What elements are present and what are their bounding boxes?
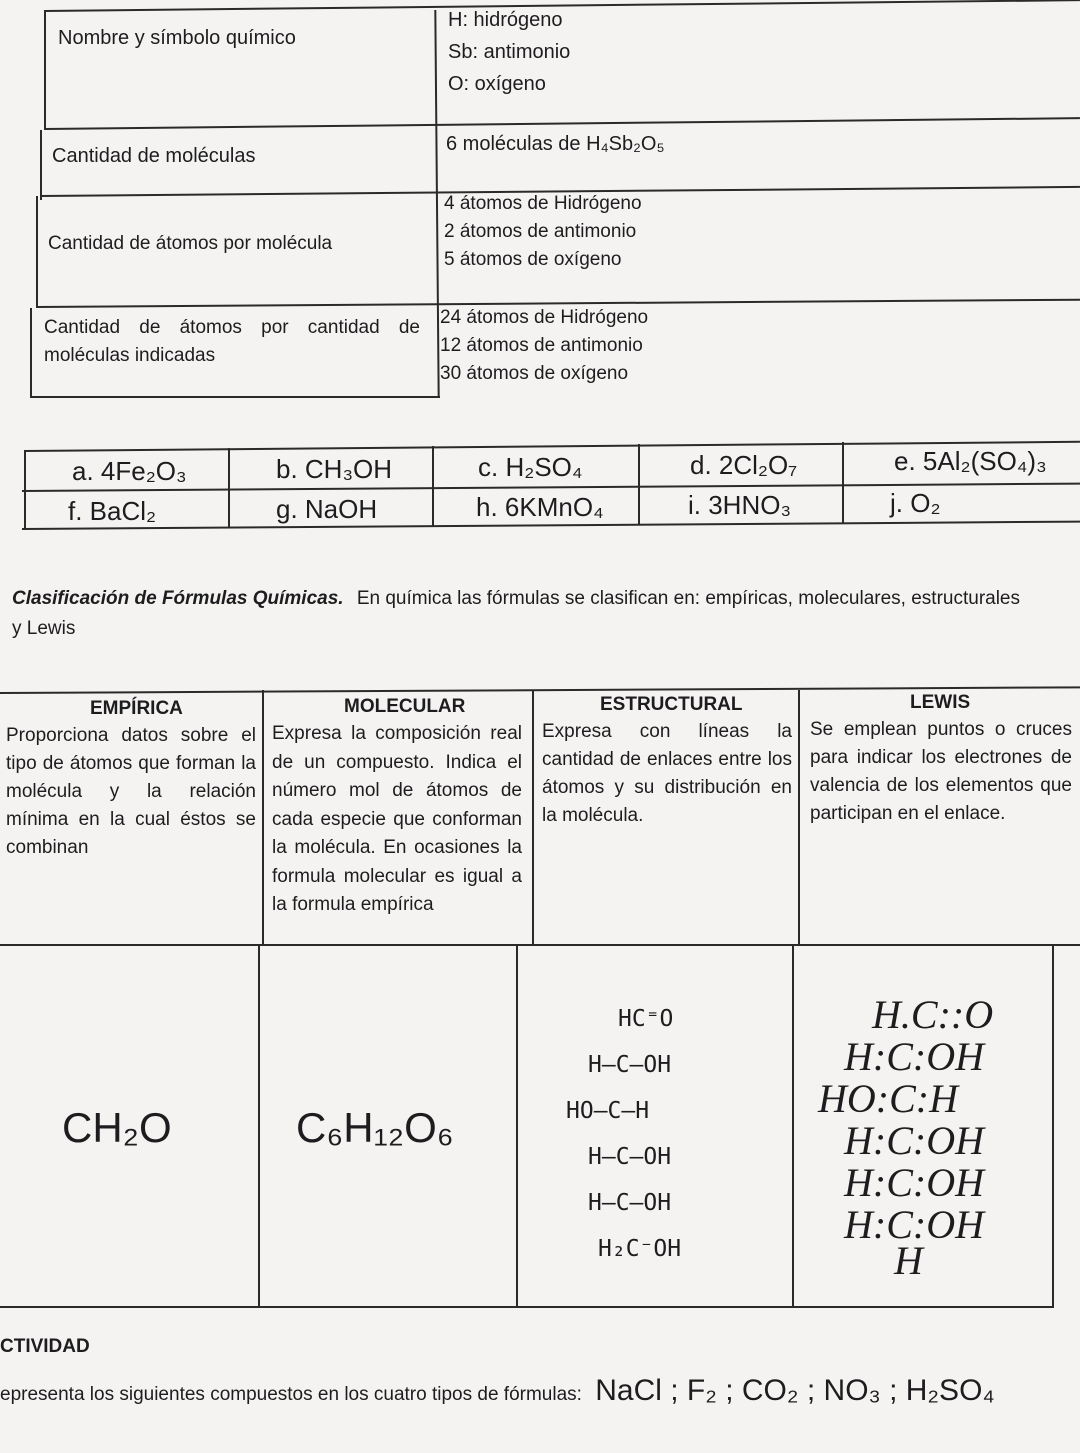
header-empirical: EMPÍRICA: [90, 698, 183, 719]
formula-c: c. H₂SO₄: [478, 452, 583, 482]
value-total-antimony: 12 átomos de antimonio: [440, 335, 643, 356]
formula-f: f. BaCl₂: [68, 496, 157, 526]
formula-e: e. 5Al₂(SO₄)₃: [894, 446, 1047, 476]
description-lewis: Se emplean puntos o cruces para indicar los electrones de valencia de los elementos que participan en el enlace.: [810, 719, 1072, 824]
lewis-line-1: H.C::O: [872, 992, 994, 1037]
activity-text: epresenta los siguientes compuestos en los cuatro tipos de fórmulas:: [0, 1384, 582, 1405]
molecular-formula: C₆H₁₂O₆: [296, 1104, 454, 1151]
value-antimony-atoms: 2 átomos de antimonio: [444, 221, 637, 242]
lewis-line-6: H:C:OH: [844, 1202, 984, 1247]
classification-paragraph: [12, 584, 1080, 644]
activity-title: CTIVIDAD: [0, 1336, 90, 1357]
structural-line-5: H—C—OH: [588, 1190, 672, 1216]
formula-j: j. O₂: [890, 488, 941, 518]
classification-text: En química las fórmulas se clasifican en: empíricas, moleculares, estructurales: [356, 588, 1020, 609]
structural-line-1: HC⁼O: [618, 1006, 674, 1032]
formula-g: g. NaOH: [276, 494, 378, 524]
formula-i: i. 3HNO₃: [688, 490, 792, 520]
formula-b: b. CH₃OH: [276, 454, 393, 484]
formula-a: a. 4Fe₂O₃: [72, 456, 187, 486]
header-lewis: LEWIS: [910, 692, 971, 713]
lewis-line-3: HO:C:H: [818, 1076, 958, 1121]
classification-title: Clasificación de Fórmulas Químicas.: [12, 588, 344, 609]
structural-line-2: H—C—OH: [588, 1052, 672, 1078]
structural-line-6: H₂C⁻OH: [598, 1236, 682, 1262]
row-label-molecule-count: Cantidad de moléculas: [52, 145, 256, 167]
description-empirical: Proporciona datos sobre el tipo de átomos que forman la molécula y la relación mínima en la cual éstos se combinan: [6, 725, 256, 858]
header-molecular: MOLECULAR: [344, 696, 466, 717]
value-total-hydrogen: 24 átomos de Hidrógeno: [440, 307, 649, 328]
description-structural: Expresa con líneas la cantidad de enlaces entre los átomos y su distribución en la molécula.: [542, 721, 792, 826]
value-hydrogen: H: hidrógeno: [448, 9, 563, 31]
activity-instructions: [0, 1374, 995, 1408]
structural-formula: [566, 996, 681, 1272]
row-label-atoms-per-molecule: Cantidad de átomos por molécula: [48, 233, 333, 254]
value-antimony: Sb: antimonio: [448, 41, 571, 63]
value-molecule-count: 6 moléculas de H₄Sb₂O₅: [446, 133, 665, 155]
activity-compounds: NaCl ; F₂ ; CO₂ ; NO₃ ; H₂SO₄: [595, 1374, 995, 1407]
value-oxygen: O: oxígeno: [448, 73, 546, 95]
value-oxygen-atoms: 5 átomos de oxígeno: [444, 249, 622, 270]
description-molecular: Expresa la composición real de un compuesto. Indica el número mol de átomos de cada especie que conforman la molécula. En ocasiones la formula molecular es igual a la formula empírica: [272, 723, 522, 915]
lewis-line-5: H:C:OH: [844, 1160, 984, 1205]
structural-line-3: HO—C—H: [566, 1098, 650, 1124]
lewis-line-7: H: [894, 1238, 923, 1283]
value-total-oxygen: 30 átomos de oxígeno: [440, 363, 629, 384]
classification-text-2: y Lewis: [12, 618, 76, 639]
empirical-formula: CH₂O: [62, 1104, 172, 1151]
value-hydrogen-atoms: 4 átomos de Hidrógeno: [444, 193, 642, 214]
lewis-formula: [818, 992, 994, 1283]
formula-h: h. 6KMnO₄: [476, 492, 604, 522]
header-structural: ESTRUCTURAL: [600, 694, 743, 715]
structural-line-4: H—C—OH: [588, 1144, 672, 1170]
formula-d: d. 2Cl₂O₇: [690, 450, 798, 480]
lewis-line-4: H:C:OH: [844, 1118, 984, 1163]
lewis-line-2: H:C:OH: [844, 1034, 984, 1079]
row-label-total-atoms: Cantidad de átomos por cantidad de moléculas indicadas: [44, 317, 420, 366]
row-label-name-symbol: Nombre y símbolo químico: [58, 27, 296, 49]
